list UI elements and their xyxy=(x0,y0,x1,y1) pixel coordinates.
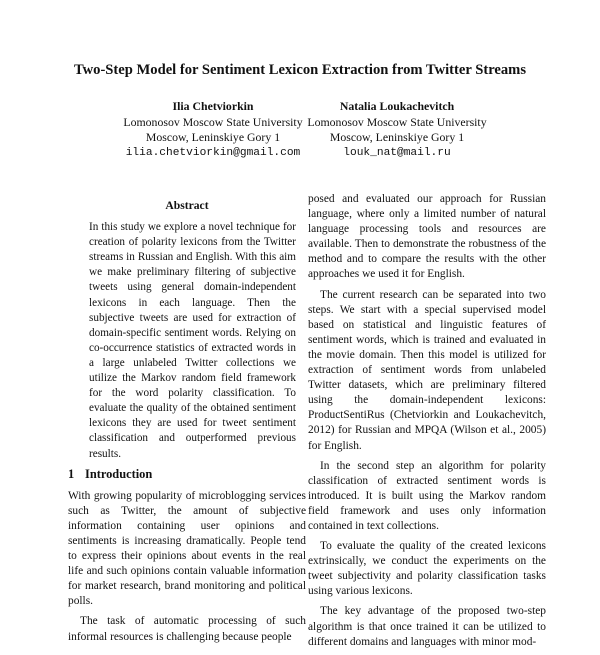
author-email: louk_nat@mail.ru xyxy=(343,146,451,159)
author-block-2 xyxy=(272,99,522,161)
paragraph: The current research can be separated into two steps. We start with a special supervised model based on statistical and linguistic features of sentiment words, which is trained and evaluated in the movie domain. Then this model is utilized for extraction of sentiment words from unlabeled Twitter datasets, which are preliminary filtered using the domain-independent lexicons: ProductSentiRus (Chetviorkin and Loukachevitch, 2012) for Russian and MPQA (Wilson et al., 2005) for English. xyxy=(308,288,546,452)
paper-title: Two-Step Model for Sentiment Lexicon Extraction from Twitter Streams xyxy=(73,62,527,78)
section-title: Introduction xyxy=(85,466,153,481)
paragraph: The key advantage of the proposed two-step algorithm is that once trained it can be utilized to different domains and languages with minor mod- xyxy=(308,605,546,648)
paragraph: posed and evaluated our approach for Russian language, where only a limited number of natural language processing tools and resources are available. Then to demonstrate the robustness of the method and to compare the results with the other approaches we used it for English. xyxy=(308,193,546,281)
left-column xyxy=(68,188,306,650)
author-name: Natalia Loukachevitch xyxy=(339,99,455,113)
author-name: Ilia Chetviorkin xyxy=(172,99,254,113)
paragraph: To evaluate the quality of the created lexicons extrinsically, we conduct the experiments on the tweet subjectivity and polarity classification tasks using various lexicons. xyxy=(308,540,546,598)
author-address: Moscow, Leninskiye Gory 1 xyxy=(329,130,465,144)
section-heading-introduction xyxy=(68,467,306,482)
paragraph: With growing popularity of microblogging services such as Twitter, the amount of subjective information containing user opinions and sentiments is increasing dramatically. People tend to express their opinions about events in the real life and such opinions contain valuable information for market research, brand monitoring and political polls. xyxy=(68,489,306,608)
author-address: Moscow, Leninskiye Gory 1 xyxy=(145,130,281,144)
paragraph: The task of automatic processing of such informal resources is challenging because people xyxy=(68,615,306,643)
abstract-text: In this study we explore a novel technique for creation of polarity lexicons from the Twitter streams in Russian and English. With this aim we make preliminary filtering of subjective tweets using general domain-independent lexicons in each language. Then the subjective tweets are used for extraction of domain-specific sentiment words. Relying on co-occurrence statistics of extracted words in a large unlabeled Twitter collections we utilize the Markov random field framework for the word polarity classification. To evaluate the quality of the obtained sentiment lexicons they are used for tweet sentiment classification and outperformed previous results. xyxy=(89,221,296,460)
paragraph: In the second step an algorithm for polarity classification of extracted sentiment words is introduced. It is built using the Markov random field framework and uses only information contained in text collections. xyxy=(308,459,546,532)
author-affiliation: Lomonosov Moscow State University xyxy=(123,114,303,129)
section-number: 1 xyxy=(68,466,75,481)
abstract-heading: Abstract xyxy=(165,199,209,212)
author-email: ilia.chetviorkin@gmail.com xyxy=(125,146,301,159)
right-column xyxy=(308,192,546,655)
author-affiliation: Lomonosov Moscow State University xyxy=(307,114,487,129)
